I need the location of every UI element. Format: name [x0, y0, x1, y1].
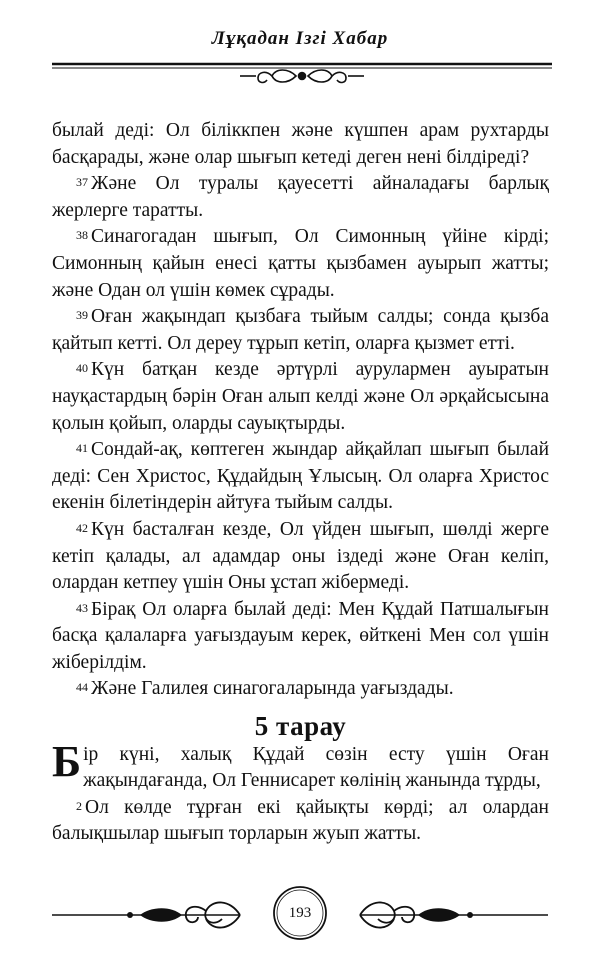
verse-number: 2	[76, 798, 82, 813]
verse-44: $^{44}$ Және Галилея синагогаларында уағыздады.	[76, 678, 454, 700]
verse-37: $^{37}$ Және Ол туралы қауесетті айналадағы барлық жерлерге таратты.	[52, 173, 549, 221]
verse-36-continued: былай деді: Ол біліккпен және күшпен арам рухтарды басқарады, және олар шығып кетеді деген нені білдіреді?	[52, 120, 549, 168]
verse-number: 39	[76, 308, 88, 323]
verse-number: 40	[76, 361, 88, 376]
running-header-title: Лұқадан Ізгі Хабар	[211, 28, 389, 49]
verse-38: $^{38}$ Синагогадан шығып, Ол Симонның үйіне кірді; Симонның қайын енесі қатты қызбамен ауырып жатты; және Одан ол үшін көмек сұрады.	[52, 226, 549, 301]
verse-42: $^{42}$ Күн басталған кезде, Ол үйден шығып, шөлді жерге кетіп қалады, ал адамдар оны іздеді және Оған келіп, олардан кетпеу үшін Оны ұстап жібермеді.	[52, 518, 549, 594]
page-number: 193	[288, 905, 312, 921]
verse-43: $^{43}$ Бірақ Ол оларға былай деді: Мен Құдай Патшалығын басқа қалаларға уағыздауым керек, өйткені Мен сол үшін жіберілдім.	[52, 598, 549, 673]
floral-ornament-icon	[52, 58, 552, 88]
chapter-5-verse-1: Бір күні, халық Құдай сөзін есту үшін Оған жақындағанда, Ол Геннисарет көлінің жанында тұрды,	[52, 736, 549, 792]
verse-39: $^{39}$ Оған жақындап қызбаға тыйым салды; сонда қызба қайтып кетті. Ол дереу тұрып кетіп, оларға қызмет етті.	[52, 306, 549, 354]
verse-number: 43	[76, 600, 88, 615]
verse-number: 37	[76, 175, 88, 190]
verse-number: 42	[76, 520, 88, 535]
drop-cap: Б	[52, 736, 82, 786]
verse-number: 38	[76, 228, 88, 243]
verse-number: 44	[76, 680, 88, 695]
chapter-heading: 5 тарау	[254, 711, 347, 742]
verse-40: $^{40}$ Күн батқан кезде әртүрлі аурулармен ауыратын науқастардың бәрін Оған алып келді және Ол әрқайсысына қолын қойып, оларды сауықтырды.	[52, 359, 549, 434]
verse-41: $^{41}$ Сондай-ақ, көптеген жындар айқайлап шығып былай деді: Сен Христос, Құдайдың Ұлысың. Ол оларға Христос екенін білетіндерін айтуға тыйым салды.	[52, 439, 549, 514]
verse-number: 41	[76, 441, 88, 456]
chapter-5-verse-2: $^2$ Ол көлде тұрған екі қайықты көрді; ал олардан балықшылар шығып торларын жуып жатты.	[52, 796, 549, 845]
scripture-text	[52, 118, 549, 848]
